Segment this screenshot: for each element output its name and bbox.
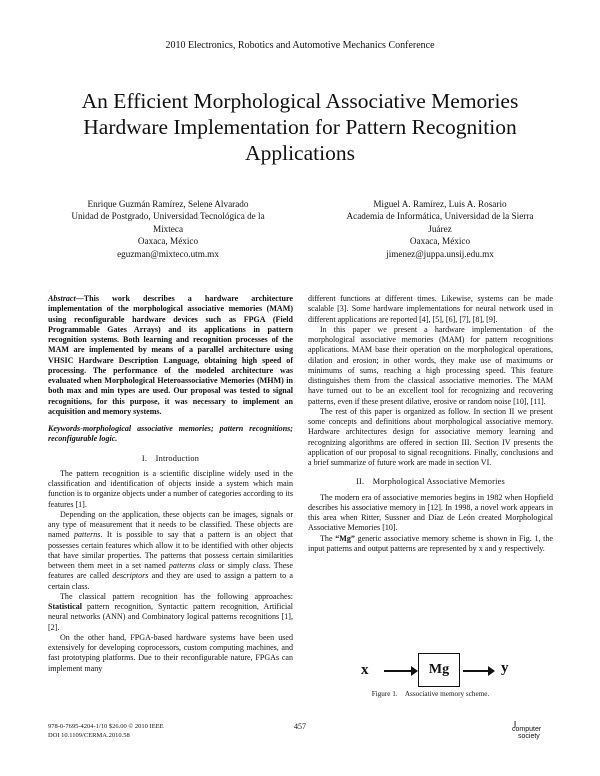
author-email: jimenez@juppa.unsij.edu.mx [386, 248, 494, 259]
isbn-line: 978-0-7695-4204-1/10 $26.00 © 2010 IEEE [48, 723, 164, 730]
arrow-right-icon [463, 670, 491, 672]
right-column [308, 294, 553, 554]
author-affiliation-cont: Juárez [428, 223, 452, 234]
abstract-label: Abstract [48, 294, 76, 303]
doi-line: DOI 10.1109/CERMA.2010.58 [48, 732, 130, 739]
author-affiliation: Unidad de Postgrado, Universidad Tecnológica de la [71, 211, 265, 222]
keywords: Keywords-morphological associative memories; pattern recognitions; reconfigurable logic. [48, 424, 293, 444]
logo-text: society [518, 733, 540, 740]
title-line-1: An Efficient Morphological Associative Memories [81, 89, 519, 113]
memory-box: Mg [418, 653, 460, 687]
left-column [48, 294, 293, 674]
author-affiliation: Academia de Informática, Universidad de la Sierra [346, 211, 534, 222]
paragraph: The pattern recognition is a scientific discipline widely used in the classification and identification of objects inside a system which main function is to organize objects under a number of categories according to its features [1]. [48, 468, 293, 509]
output-pattern-label: y [501, 660, 509, 676]
section-heading-introduction: I. Introduction [141, 453, 200, 463]
figure-associative-memory [308, 640, 553, 690]
computer-society-logo [500, 718, 560, 746]
paragraph: The modern era of associative memories begins in 1982 when Hopfield describes his associative memory in [12]. In 1998, a novel work appears in this area when Ritter, Sussner and Díaz de León created Morphological Associative Memories [10]. [308, 492, 553, 533]
logo-text: computer [512, 726, 542, 733]
author-block-right [320, 198, 560, 260]
page-number: 457 [294, 722, 306, 731]
arrow-right-icon [384, 670, 414, 672]
section-heading-mam: II. Morphological Associative Memories [356, 477, 505, 487]
abstract-text: —This work describes a hardware architecture implementation of the morphological associative memories (MAM) using reconfigurable hardware devices such as FPGA (Field Programmable Gates Arrays) and its applications in pattern recognition systems. Both learning and recognition processes of the MAM are implemented by means of a parallel architecture using VHSIC Hardware Description Language, obtaining high speed of processing. The performance of the modeled architecture was evaluated when Morphological Heteroassociative Memories (MHM) in both max and min types are used. Our proposal was tested to signal recognitions, for this purpose, it was necessary to implement an acquisition and memory systems. [48, 294, 293, 416]
paragraph: On the other hand, FPGA-based hardware systems have been used extensively for developing coprocessors, custom computing machines, and fast prototyping platforms. Due to their reconfigurable nature, FPGAs can implement many [48, 632, 293, 673]
author-affiliation-cont: Mixteca [152, 223, 184, 234]
paragraph: different functions at different times. Likewise, systems can be made scalable [3]. Some hardware implementations for neural network used in different applications are reported [4], [5], [6], [7], [8], [9]. [308, 294, 553, 324]
paragraph: The classical pattern recognition has the following approaches: Statistical pattern recognition, Syntactic pattern recognition, Artificial neural networks (ANN) and Combinatory logical patterns recognitions [1], [2]. [48, 591, 293, 632]
author-location: Oaxaca, México [409, 236, 471, 247]
conference-header: 2010 Electronics, Robotics and Automotive Mechanics Conference [165, 40, 435, 51]
author-email: eguzman@mixteco.utm.mx [117, 248, 219, 259]
paragraph: The “Mg” generic associative memory scheme is shown in Fig. 1, the input patterns and output patterns are represented by x and y respectively. [308, 533, 554, 553]
abstract [48, 294, 293, 417]
author-names: Enrique Guzmán Ramírez, Selene Alvarado [87, 199, 249, 209]
author-block-left [48, 198, 288, 260]
paper-title [40, 88, 560, 166]
paragraph: Depending on the application, these objects can be images, signals or any type of measurement that it needs to be classified. These objects are named patterns. It is possible to say that a pattern is an object that possesses certain features which allow it to be identified with other objects that have similar properties. The patterns that possess certain similarities between them meet in a set named patterns class or simply class. These features are called descriptors and they are used to assign a pattern to a certain class. [48, 509, 294, 591]
author-names: Miguel A. Ramírez, Luis A. Rosario [373, 199, 507, 209]
paragraph: The rest of this paper is organized as follow. In section II we present some concepts and definitions about morphological associative memory. Hardware architectures design for associative memory learning and recognizing algorithms are offered in section III. Section IV presents the application of our proposal to signal recognitions. Finally, conclusions and a brief summarize of future work are made in section VI. [308, 406, 553, 467]
author-location: Oaxaca, México [137, 236, 199, 247]
paragraph: In this paper we present a hardware implementation of the morphological associative memories (MAM) for pattern recognitions applications. MAM base their operation on the morphological operations, dilation and erosion; in other words, they make use of maximums or minimums of sums, reaching a high processing speed. This feature distinguishes them from the classical associative memories. The MAM have turned out to be an excellent tool for recognizing and recovering patterns, even if these present dilative, erosive or random noise [10], [11]. [308, 324, 553, 406]
title-line-2: Hardware Implementation for Pattern Recognition [83, 115, 517, 139]
title-line-3: Applications [245, 141, 355, 165]
input-pattern-label: x [361, 662, 369, 678]
figure-caption: Figure 1. Associative memory scheme. [371, 690, 490, 698]
logo-bars-icon: ||| [514, 720, 516, 728]
